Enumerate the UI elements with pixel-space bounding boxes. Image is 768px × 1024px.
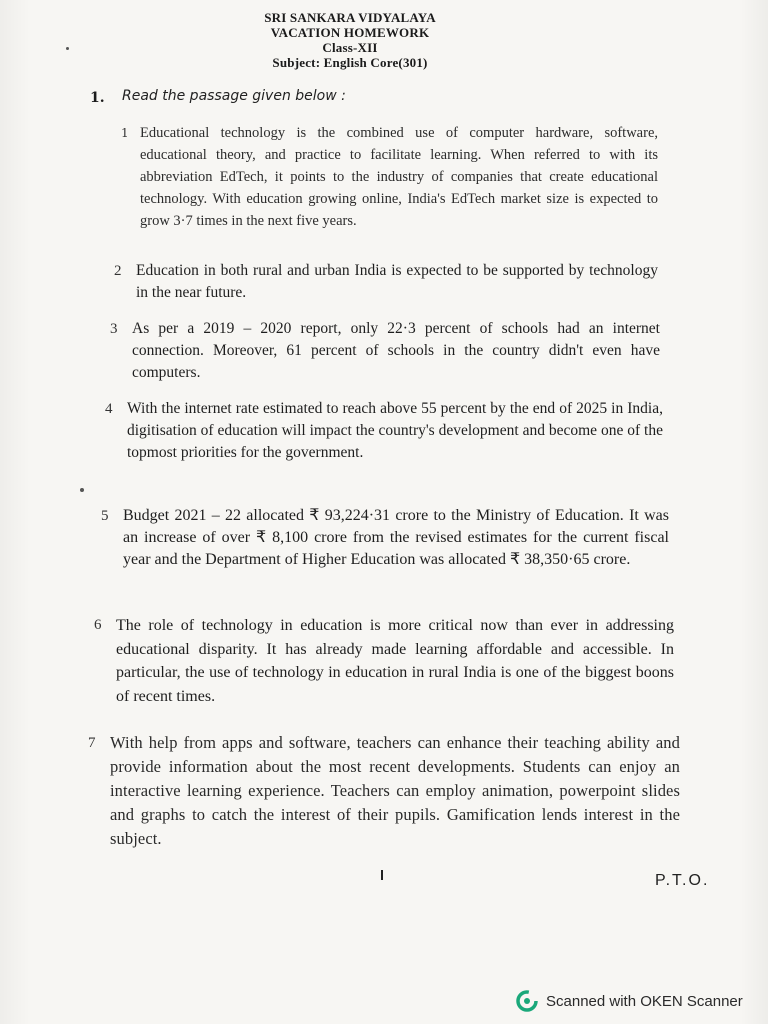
passage-paragraph-2 bbox=[114, 260, 658, 304]
question-instruction: Read the passage given below : bbox=[122, 88, 346, 104]
paragraph-number: 4 bbox=[105, 401, 113, 417]
question-number: 1. bbox=[90, 90, 105, 106]
school-name: SRI SANKARA VIDYALAYA bbox=[264, 10, 436, 25]
oken-scanner-logo-icon bbox=[516, 990, 538, 1012]
passage-paragraph-5 bbox=[101, 505, 669, 571]
scan-speck bbox=[66, 47, 69, 50]
subject-label: Subject: English Core(301) bbox=[272, 55, 428, 70]
document-header bbox=[0, 10, 700, 70]
paragraph-text: The role of technology in education is more critical now than ever in addressing educational disparity. It has already made learning affordable and accessible. In particular, the use of technology in education in rural India is one of the biggest boons of recent times. bbox=[116, 617, 674, 705]
scan-speck bbox=[80, 488, 84, 492]
passage-paragraph-7 bbox=[88, 731, 680, 851]
class-label: Class-XII bbox=[322, 40, 378, 55]
paragraph-text: Educational technology is the combined use of computer hardware, software, educational theory, and practice to facilitate learning. When referred to with its abbreviation EdTech, it points to the industry of companies that create educational technology. With education growing online, India's EdTech market size is expected to grow 3·7 times in the next five years. bbox=[140, 125, 658, 229]
pto-label: P.T.O. bbox=[655, 872, 710, 889]
paragraph-number: 1 bbox=[121, 126, 129, 140]
homework-title: VACATION HOMEWORK bbox=[270, 25, 430, 40]
paragraph-number: 7 bbox=[88, 735, 96, 751]
paragraph-number: 6 bbox=[94, 617, 102, 633]
page-mark bbox=[381, 870, 383, 880]
paragraph-text: As per a 2019 – 2020 report, only 22·3 percent of schools had an internet connection. Moreover, 61 percent of schools in the country didn't even have computers. bbox=[132, 320, 660, 381]
scanner-watermark bbox=[516, 989, 743, 1013]
passage-paragraph-6 bbox=[94, 614, 674, 708]
paragraph-text: With help from apps and software, teachers can enhance their teaching ability and provide information about the most recent developments. Students can enjoy an interactive learning experience. Teachers can employ animation, powerpoint slides and graphs to catch the interest of their pupils. Gamification lends interest in the subject. bbox=[110, 733, 680, 848]
passage-paragraph-1 bbox=[121, 122, 658, 232]
paragraph-text: Budget 2021 – 22 allocated ₹ 93,224·31 crore to the Ministry of Education. It was an increase of over ₹ 8,100 crore from the revised estimates for the current fiscal year and the Department of Higher Education was allocated ₹ 38,350·65 crore. bbox=[123, 507, 669, 568]
passage-paragraph-4 bbox=[105, 398, 663, 464]
paragraph-text: With the internet rate estimated to reach above 55 percent by the end of 2025 in India, digitisation of education will impact the country's development and become one of the topmost priorities for the government. bbox=[127, 400, 663, 461]
paragraph-text: Education in both rural and urban India is expected to be supported by technology in the near future. bbox=[136, 262, 658, 301]
scanner-text: Scanned with OKEN Scanner bbox=[546, 992, 743, 1010]
paragraph-number: 3 bbox=[110, 321, 118, 337]
paragraph-number: 2 bbox=[114, 263, 122, 279]
passage-paragraph-3 bbox=[110, 318, 660, 384]
paragraph-number: 5 bbox=[101, 508, 109, 524]
